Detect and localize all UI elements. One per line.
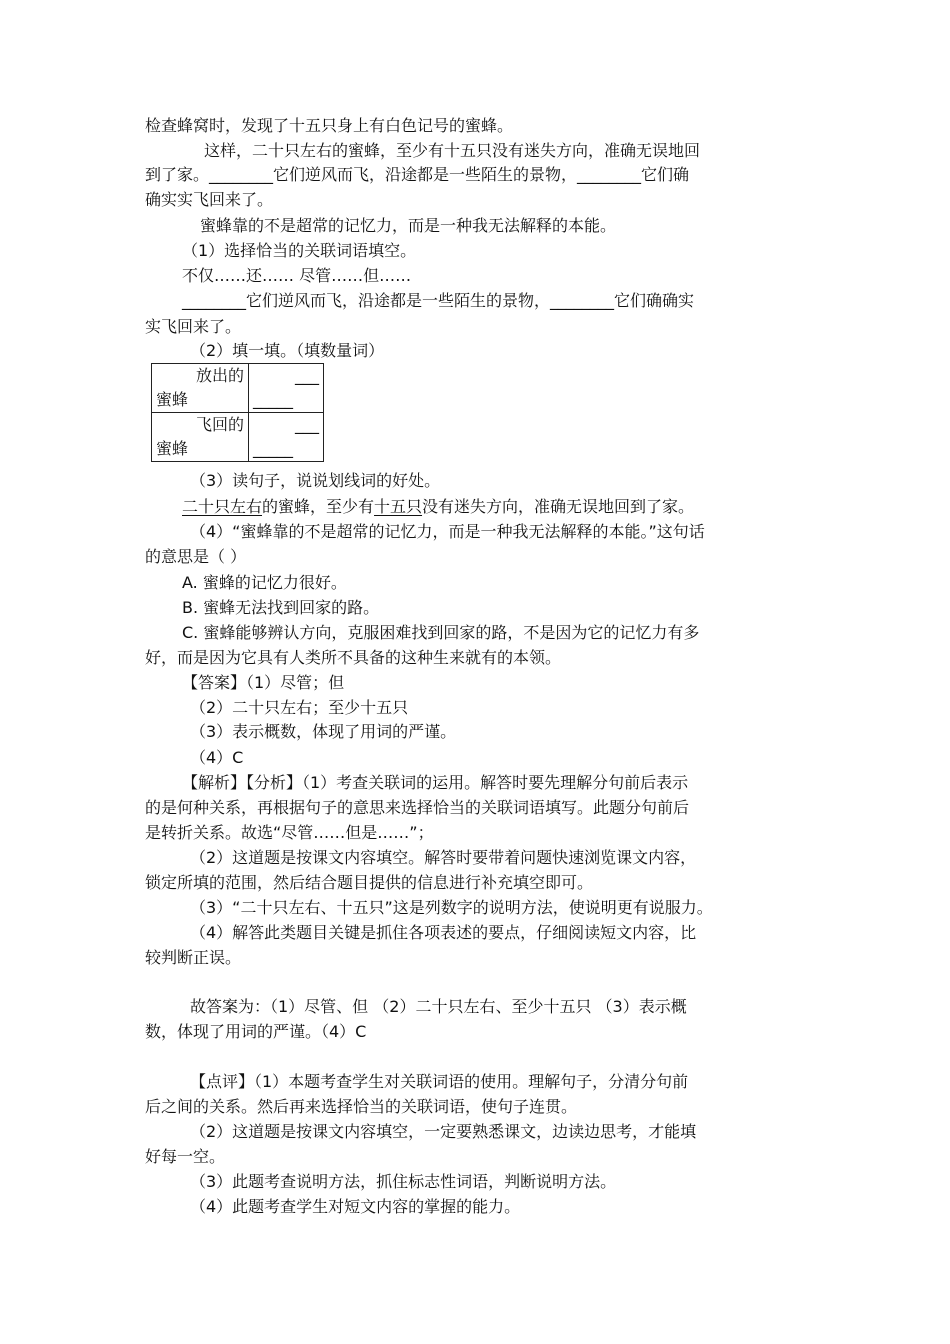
table-row: [152, 413, 324, 462]
option-c: C. 蜜蜂能够辨认方向，克服困难找到回家的路，不是因为它的记忆力有多: [182, 623, 700, 642]
final-answer-line: 故答案为：（1）尽管、但 （2）二十只左右、至少十五只 （3）表示概: [190, 997, 687, 1016]
quantity-table: [151, 363, 324, 462]
answer-line: （4）C: [190, 748, 244, 767]
comment-line: 好每一空。: [145, 1147, 226, 1166]
passage-line: 蜜蜂靠的不是超常的记忆力，而是一种我无法解释的本能。: [200, 216, 617, 235]
final-answer-line: 数，体现了用词的严谨。（4）C: [145, 1022, 367, 1041]
question-4-prompt: （4）“蜜蜂靠的不是超常的记忆力，而是一种我无法解释的本能。”这句话: [190, 522, 705, 541]
option-c: 好，而是因为它具有人类所不具备的这种生来就有的本领。: [145, 648, 562, 667]
table-cell-blank[interactable]: ___ _____: [249, 413, 324, 462]
table-row: [152, 364, 324, 413]
analysis-line: （2）这道题是按课文内容填空。解答时要带着问题快速浏览课文内容，: [190, 848, 697, 867]
passage-line: 到了家。________它们逆风而飞，沿途都是一些陌生的景物，________它们确: [145, 165, 690, 184]
analysis-line: 较判断正误。: [145, 948, 242, 967]
question-1-prompt: （1）选择恰当的关联词语填空。: [182, 241, 417, 260]
passage-line: 确实实飞回来了。: [145, 190, 274, 209]
passage-line: 检查蜂窝时，发现了十五只身上有白色记号的蜜蜂。: [145, 116, 514, 135]
analysis-line: 是转折关系。故选“尽管……但是……”；: [145, 823, 434, 842]
question-3-prompt: （3）读句子，说说划线词的好处。: [190, 471, 441, 490]
table-cell-label: 放出的 蜜蜂: [152, 364, 249, 413]
analysis-line: 的是何种关系，再根据句子的意思来选择恰当的关联词语填写。此题分句前后: [145, 798, 690, 817]
analysis-line: 锁定所填的范围，然后结合题目提供的信息进行补充填空即可。: [145, 873, 594, 892]
analysis-line: （4）解答此类题目关键是抓住各项表述的要点，仔细阅读短文内容，比: [190, 923, 697, 942]
analysis-line: 【解析】【分析】（1）考查关联词的运用。解答时要先理解分句前后表示: [182, 773, 689, 792]
option-a: A. 蜜蜂的记忆力很好。: [182, 573, 347, 592]
fill-blank-sentence: ________它们逆风而飞，沿途都是一些陌生的景物，________它们确确实: [182, 291, 695, 310]
underlined-sentence: 二十只左右的蜜蜂，至少有十五只没有迷失方向，准确无误地回到了家。: [182, 497, 695, 516]
connective-options: 不仅……还…… 尽管……但……: [182, 266, 412, 285]
comment-line: 【点评】（1）本题考查学生对关联词语的使用。理解句子，分清分句前: [190, 1072, 689, 1091]
comment-line: （3）此题考查说明方法，抓住标志性词语，判断说明方法。: [190, 1172, 617, 1191]
answer-heading: 【答案】（1）尽管；但: [182, 673, 345, 692]
passage-line: 这样，二十只左右的蜜蜂，至少有十五只没有迷失方向，准确无误地回: [204, 141, 701, 160]
comment-line: （4）此题考查学生对短文内容的掌握的能力。: [190, 1197, 521, 1216]
underlined-phrase: 十五只: [374, 497, 423, 516]
answer-line: （2）二十只左右；至少十五只: [190, 698, 409, 717]
table-cell-label: 飞回的 蜜蜂: [152, 413, 249, 462]
comment-line: 后之间的关系。然后再来选择恰当的关联词语，使句子连贯。: [145, 1097, 578, 1116]
question-4-prompt: 的意思是（ ）: [145, 547, 247, 566]
table-cell-blank[interactable]: ___ _____: [249, 364, 324, 413]
option-b: B. 蜜蜂无法找到回家的路。: [182, 598, 380, 617]
fill-blank-sentence: 实飞回来了。: [145, 317, 242, 336]
comment-line: （2）这道题是按课文内容填空，一定要熟悉课文，边读边思考，才能填: [190, 1122, 697, 1141]
analysis-line: （3）“二十只左右、十五只”这是列数字的说明方法，使说明更有说服力。: [190, 898, 713, 917]
underlined-phrase: 二十只左右: [182, 497, 263, 516]
answer-line: （3）表示概数，体现了用词的严谨。: [190, 722, 457, 741]
question-2-prompt: （2）填一填。（填数量词）: [190, 341, 385, 360]
